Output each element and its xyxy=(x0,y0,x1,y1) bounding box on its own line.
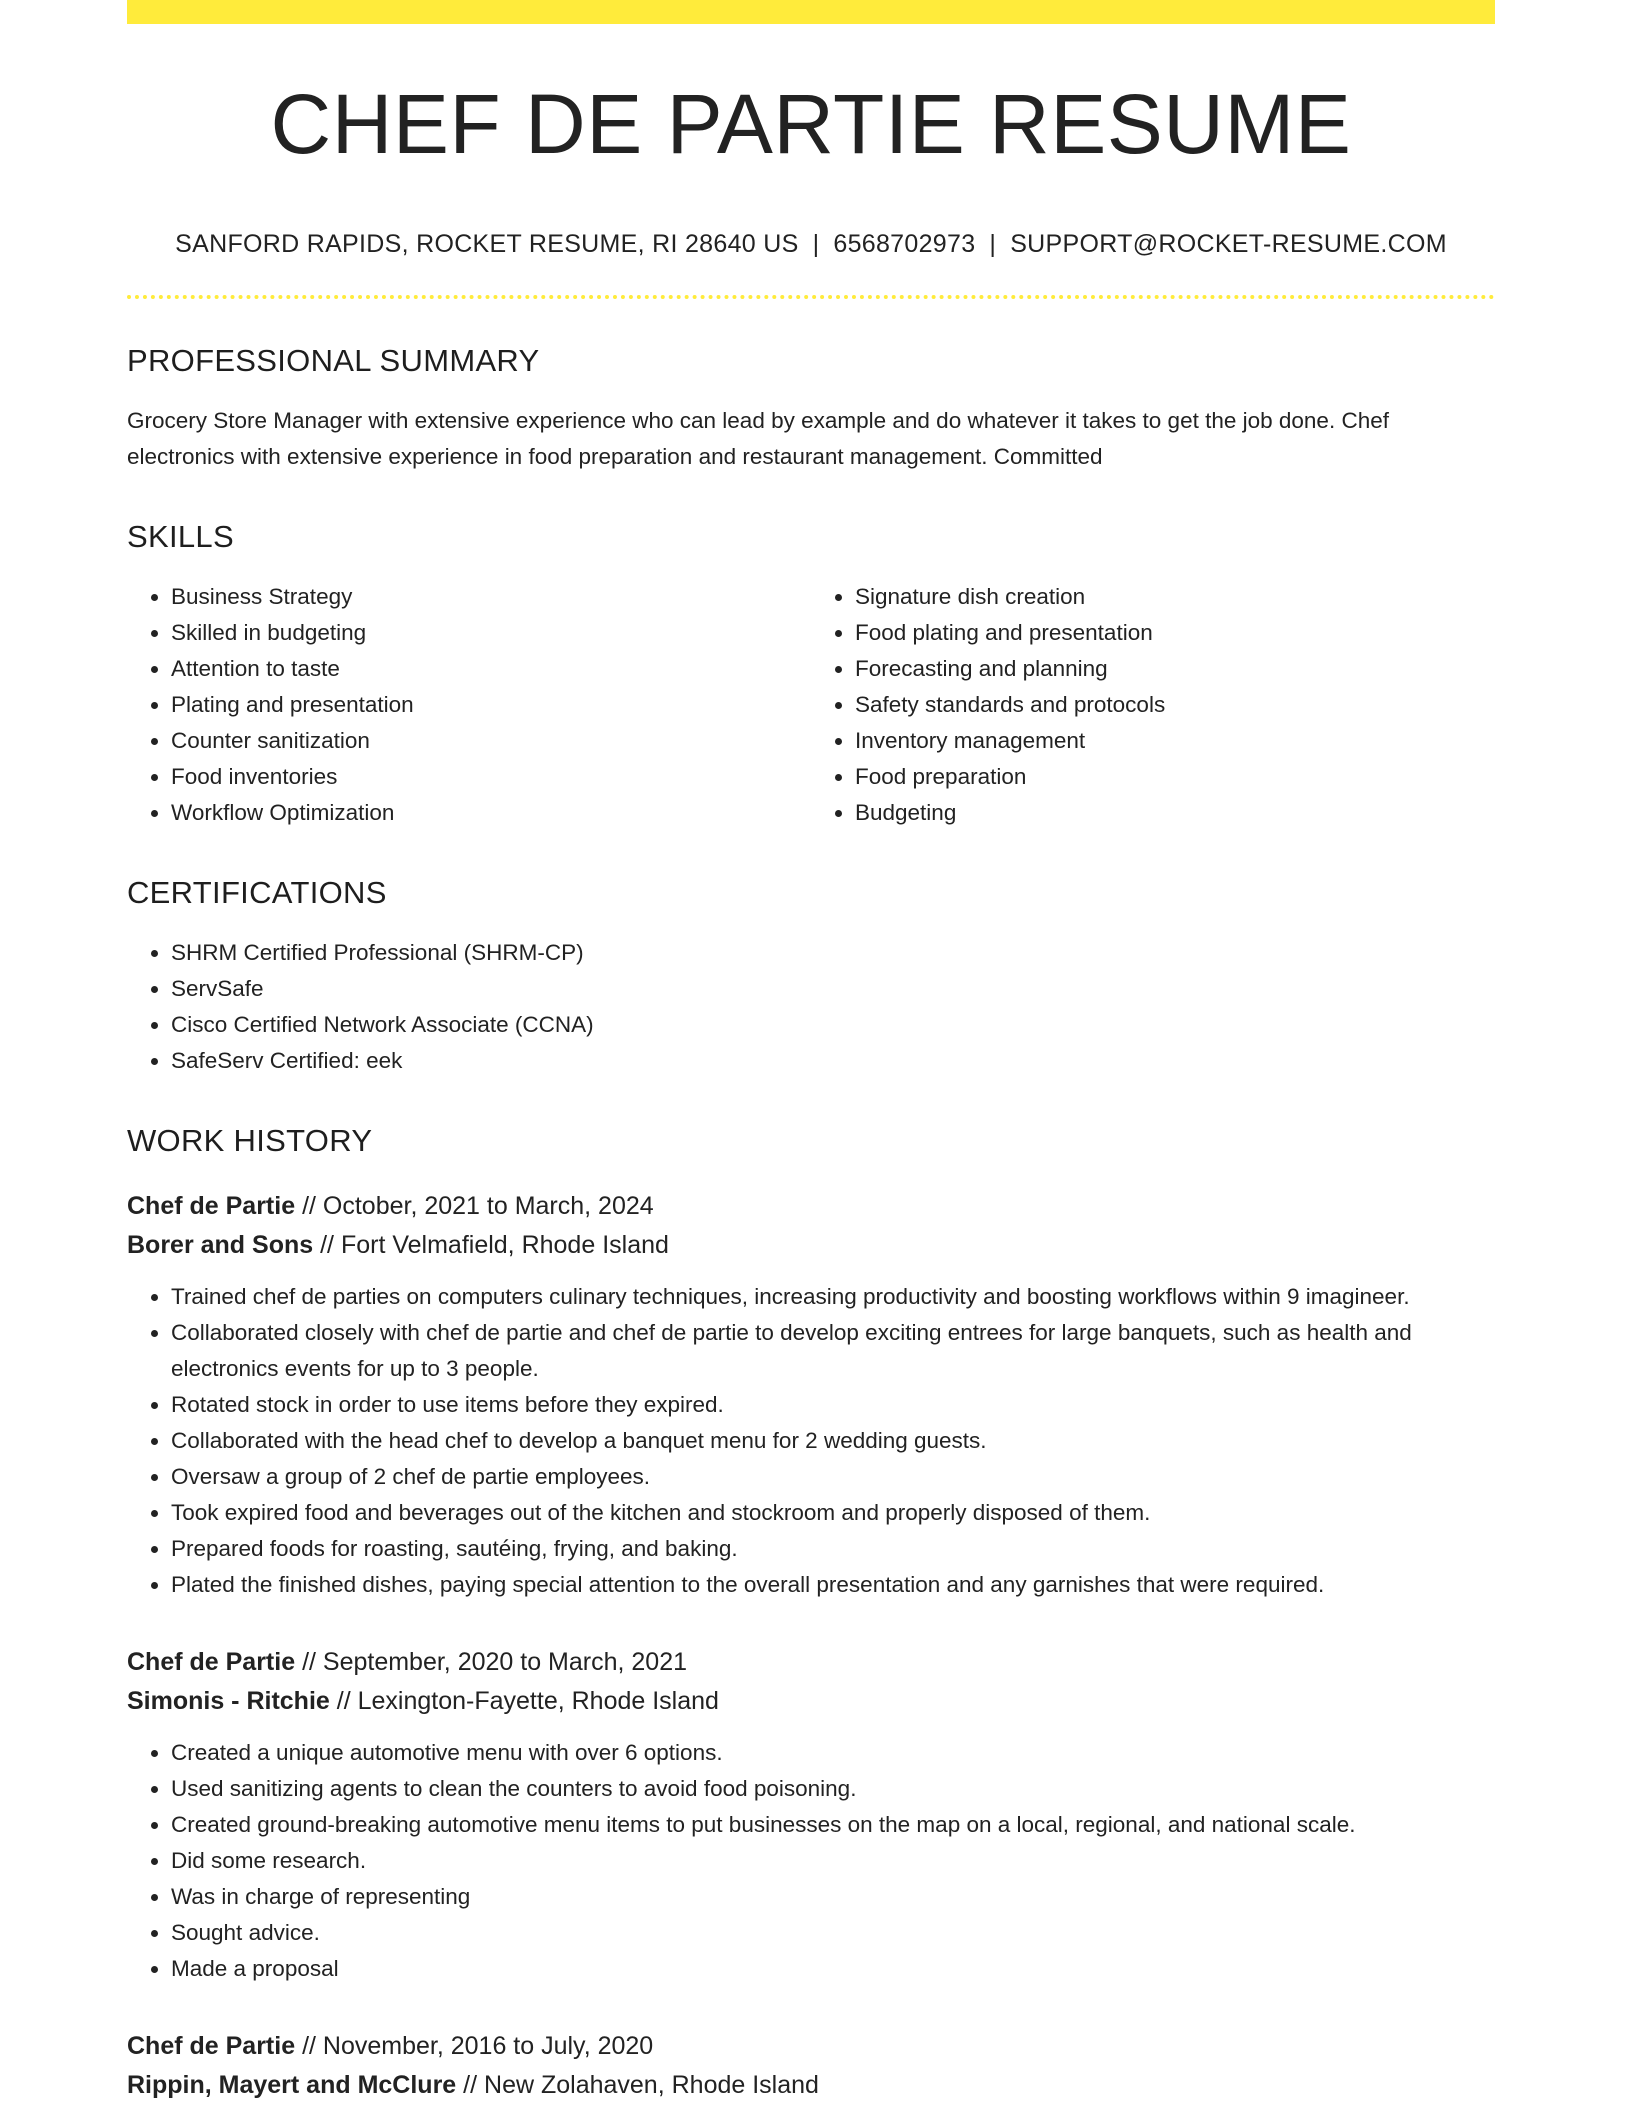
job-company-line xyxy=(127,2066,1495,2105)
certification-item: • SHRM Certified Professional (SHRM-CP) xyxy=(171,935,1495,971)
job-title-line xyxy=(127,1643,1495,1682)
contact-separator: | xyxy=(812,230,820,258)
job-bullet: • Created ground-breaking automotive menu items to put businesses on the map on a local, regional, and national scale. xyxy=(171,1807,1495,1843)
job-bullet: • Prepared foods for roasting, sautéing, frying, and baking. xyxy=(171,1531,1495,1567)
skill-item: • Food inventories xyxy=(171,759,811,795)
skill-item: • Business Strategy xyxy=(171,579,811,615)
skill-item: • Signature dish creation xyxy=(855,579,1495,615)
job-location: // New Zolahaven, Rhode Island xyxy=(463,2071,819,2099)
job-bullet: • Plated the finished dishes, paying special attention to the overall presentation and any garnishes that were required. xyxy=(171,1567,1495,1603)
skill-item: • Food plating and presentation xyxy=(855,615,1495,651)
job-bullet: • Made a proposal xyxy=(171,1951,1495,1987)
contact-address: SANFORD RAPIDS, ROCKET RESUME, RI 28640 US xyxy=(175,230,799,258)
certification-item: • ServSafe xyxy=(171,971,1495,1007)
skills-heading: SKILLS xyxy=(127,519,234,554)
skills-column-right xyxy=(811,579,1495,831)
job-dates: // September, 2020 to March, 2021 xyxy=(302,1648,688,1676)
skill-item: • Counter sanitization xyxy=(171,723,811,759)
job-bullet: • Rotated stock in order to use items before they expired. xyxy=(171,1387,1495,1423)
certifications-list xyxy=(127,935,1495,1079)
skills-column-left xyxy=(127,579,811,831)
job-bullet: • Used sanitizing agents to clean the counters to avoid food poisoning. xyxy=(171,1771,1495,1807)
job-company-line xyxy=(127,1226,1495,1265)
job-bullets xyxy=(127,1735,1495,1987)
job-bullet: • Was in charge of representing xyxy=(171,1879,1495,1915)
skill-item: • Attention to taste xyxy=(171,651,811,687)
job-bullet: • Oversaw a group of 2 chef de partie employees. xyxy=(171,1459,1495,1495)
accent-top-bar xyxy=(127,0,1495,24)
contact-separator: | xyxy=(989,230,997,258)
job-company: Borer and Sons xyxy=(127,1231,314,1259)
skill-item: • Forecasting and planning xyxy=(855,651,1495,687)
contact-email: SUPPORT@ROCKET-RESUME.COM xyxy=(1010,230,1447,258)
job-title: Chef de Partie xyxy=(127,2032,296,2060)
certifications-heading: CERTIFICATIONS xyxy=(127,875,387,910)
contact-phone: 6568702973 xyxy=(833,230,976,258)
job-bullet: • Trained chef de parties on computers culinary techniques, increasing productivity and boosting workflows within 9 imagineer. xyxy=(171,1279,1495,1315)
job-entry xyxy=(127,1187,1495,1603)
job-company: Simonis - Ritchie xyxy=(127,1687,330,1715)
job-bullet: • Collaborated closely with chef de partie and chef de partie to develop exciting entrees for large banquets, such as health and electronics events for up to 3 people. xyxy=(171,1315,1495,1387)
job-bullet: • Did some research. xyxy=(171,1843,1495,1879)
job-title-line xyxy=(127,2027,1495,2066)
job-entry xyxy=(127,1643,1495,1987)
summary-heading: PROFESSIONAL SUMMARY xyxy=(127,343,540,378)
job-title: Chef de Partie xyxy=(127,1648,296,1676)
job-company-line xyxy=(127,1682,1495,1721)
skill-item: • Workflow Optimization xyxy=(171,795,811,831)
skill-item: • Skilled in budgeting xyxy=(171,615,811,651)
job-company: Rippin, Mayert and McClure xyxy=(127,2071,457,2099)
skills-list xyxy=(127,579,1495,831)
job-bullet: • Took expired food and beverages out of the kitchen and stockroom and properly disposed of them. xyxy=(171,1495,1495,1531)
page-title: CHEF DE PARTIE RESUME xyxy=(270,77,1352,171)
job-bullet: • Sought advice. xyxy=(171,1915,1495,1951)
resume-page xyxy=(127,0,1495,2105)
skill-item: • Plating and presentation xyxy=(171,687,811,723)
dotted-divider xyxy=(127,295,1495,299)
job-entry xyxy=(127,2027,1495,2105)
job-dates: // October, 2021 to March, 2024 xyxy=(302,1192,654,1220)
work-history-heading: WORK HISTORY xyxy=(127,1123,373,1158)
job-title: Chef de Partie xyxy=(127,1192,296,1220)
contact-line xyxy=(127,230,1495,259)
skill-item: • Inventory management xyxy=(855,723,1495,759)
job-bullet: • Collaborated with the head chef to develop a banquet menu for 2 wedding guests. xyxy=(171,1423,1495,1459)
job-title-line xyxy=(127,1187,1495,1226)
skill-item: • Food preparation xyxy=(855,759,1495,795)
summary-text: Grocery Store Manager with extensive experience who can lead by example and do whatever it takes to get the job done. Chef electronics with extensive experience in food preparation and restaurant management. Committed xyxy=(127,408,1389,469)
job-bullets xyxy=(127,1279,1495,1603)
certification-item: • Cisco Certified Network Associate (CCNA) xyxy=(171,1007,1495,1043)
job-bullet: • Created a unique automotive menu with over 6 options. xyxy=(171,1735,1495,1771)
skill-item: • Budgeting xyxy=(855,795,1495,831)
job-dates: // November, 2016 to July, 2020 xyxy=(302,2032,654,2060)
certification-item: • SafeServ Certified: eek xyxy=(171,1043,1495,1079)
job-location: // Lexington-Fayette, Rhode Island xyxy=(336,1687,719,1715)
job-location: // Fort Velmafield, Rhode Island xyxy=(320,1231,669,1259)
skill-item: • Safety standards and protocols xyxy=(855,687,1495,723)
